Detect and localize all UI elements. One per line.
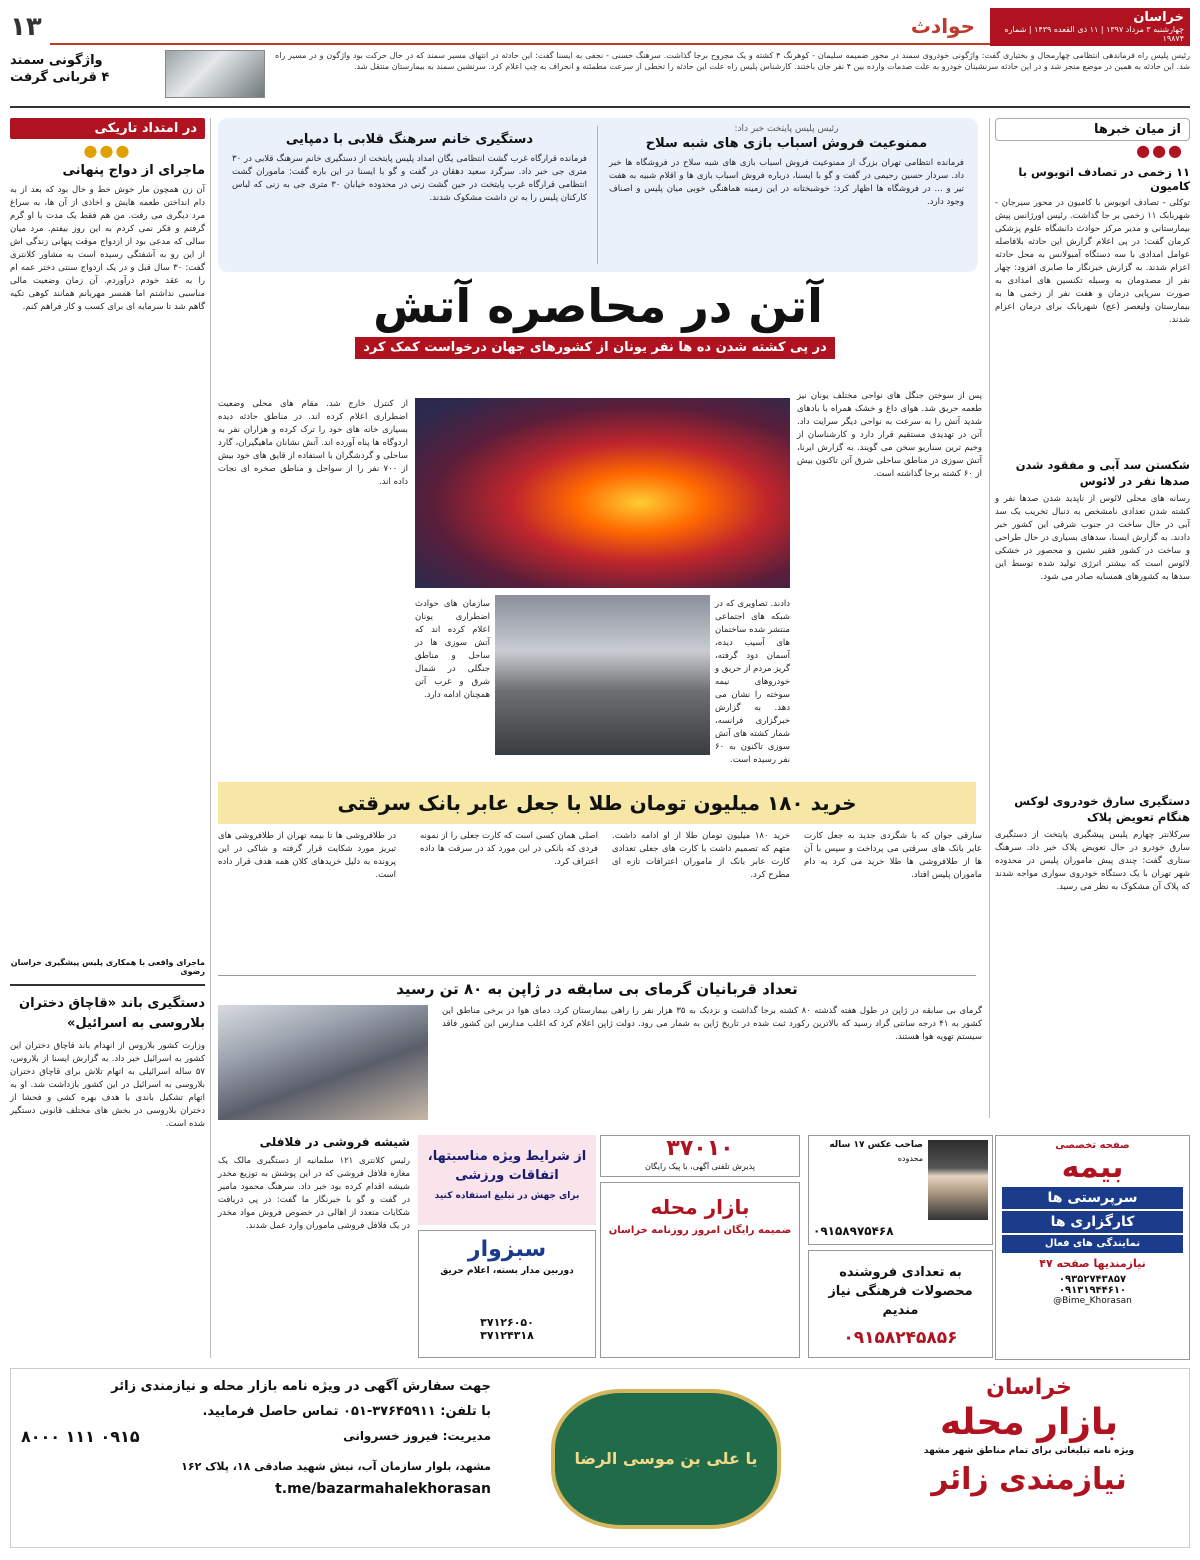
photo-caption: سازمان های حوادث اضطراری یونان اعلام کرده اند که آتش سوزی ها در ساحل و مناطق جنگلی در شمال شرق و غرب آتن همچنان ادامه دارد. [415,599,490,700]
banner-logo-desc: ویژه نامه تبلیغاتی برای تمام مناطق شهر مشهد [923,1446,1135,1456]
story-title[interactable]: دستگیری خانم سرهنگ قلابی با دمپایی [285,132,534,147]
lead-text-right: پس از سوختن جنگل های نواحی مختلف یونان نیز طعمه حریق شد. هوای داغ و خشک همراه با بادهای شدید آتش را به سرعت به نواحی دیگر سرایت داد. آتن در تهدیدی مستقیم قرار دارد و کارشناسان از وخیم ترین سناریو سخن می گویند. به گزارش ایرنا، آتش سوزی در مناطق ساحلی شرق آتن تاکنون بیش از ۶۰ کشته برجا گذاشته است. [797,391,982,479]
story-text: سرکلانتر چهارم پلیس پیشگیری پایتخت از دستگیری سارق خودرو در حال تعویض پلاک خبر داد. سرهنگ ستاری گفت: چندی پیش ماموران پلیس در محدوده شهر تهران با یک دستگاه خودروی سواری مواجه شدند که پلاک آن مشکوک به نظر می رسید. [995,830,1190,892]
ad-sub: برای جهش در تبلیغ استفاده کنید [434,1191,580,1201]
box-divider [597,126,598,264]
right-column [995,118,1190,1249]
story-title[interactable]: شکستن سد آبی و مفقود شدن صدها نفر در لائوس [1015,458,1190,488]
banner-info-manager: مدیریت: فیروز خسروانی [343,1429,491,1443]
ad-phone[interactable]: ۰۹۱۳۱۹۴۴۶۱۰ [1058,1285,1127,1296]
fire-photo [415,398,790,588]
column-header: از میان خبرها [995,118,1190,141]
top-brief [10,50,1190,106]
ad-phone[interactable]: ۰۹۳۵۲۷۴۳۸۵۷ [1058,1274,1127,1285]
ad-big: بیمه [1061,1150,1124,1185]
smoke-road-photo [495,595,710,755]
story-title[interactable]: ۱۱ زخمی در تصادف اتوبوس با کامیون [1018,165,1190,193]
story-sign: ماجرای واقعی با همکاری پلیس پیشگیری خراسان رضوی [10,958,205,976]
story-title[interactable]: تعداد قربانیان گرمای بی سابقه در ژاپن به ۸۰ تن رسید [396,980,798,998]
lead-title[interactable]: آتن در محاصره آتش [373,279,823,333]
story-title[interactable]: دستگیری باند «قاچاق دختران بلاروسی به اسرائیل» [18,996,205,1031]
ad-instagram[interactable]: @Bime_Khorasan [1053,1296,1132,1306]
left-column [10,118,205,1360]
ad-line: کارگزاری ها [1002,1211,1183,1233]
header-dots: ●●● [83,141,132,160]
date-line: چهارشنبه ۳ مرداد ۱۳۹۷ | ۱۱ ذی القعده ۱۴۳۹ | شماره ۱۹۸۷۴ [1004,25,1184,43]
special-offer-ad[interactable] [418,1135,596,1225]
story-text: رئیس کلانتری ۱۲۱ سلمانیه از دستگیری مالک یک مغازه فلافل فروشی که در این پوشش به توزیع مخدر شیشه اقدام کرده بود خبر داد. سرهنگ محمود مامیر در گفت و گو با خبرنگار ما گفت: در پی دریافت شکایات متعدد از اهالی در خصوص فروش مواد مخدر در یک فلافل فروشی ماموران وارد عمل شدند. [218,1156,410,1231]
insurance-ad[interactable] [995,1135,1190,1360]
story-text: اصلی همان کسی است که کارت جعلی را از نمونه فردی که بانکی در این مورد کد در سرقت ها داده اعتراف کرد. [420,831,598,867]
story-text: وزارت کشور بلاروس از انهدام باند قاچاق دختران این کشور به اسرائیل خبر داد. به گزارش ایسنا از بلاروس، ۵۷ ساله اسرائیلی به اتهام تلاش برای قاچاق دختران بلاروسی به اسرائیل در این کشور بازداشت شد. او به اتهام تشکیل باندی با هدف بهره کشی و فحشا از دختران بلاروسی در بخش های مختلف قانونی دستگیر شده است. [10,1041,205,1129]
ad-line: سرپرستی ها [1002,1187,1183,1209]
banner-logo-top: خراسان [986,1375,1072,1400]
banner-info-mobile[interactable]: ۰۹۱۵ ۱۱۱ ۸۰۰۰ [21,1427,140,1446]
story-title[interactable]: ممنوعیت فروش اسباب بازی های شبه سلاح [645,136,928,151]
lead-text-left: از کنترل خارج شد. مقام های محلی وضعیت اضطراری اعلام کرده اند. در مناطق حادثه دیده بسیاری خانه های خود را ترک کرده و هزاران نفر به اردوگاه ها پناه آورده اند. آتش نشانان ماهیگیران، گارد ساحلی و گردشگران با استفاده از قایق های خود بیش از ۷۰۰ نفر را از سواحل و مناطق صخره ای نجات داده اند. [218,399,408,487]
story-title[interactable]: دستگیری سارق خودروی لوکس هنگام تعویض پلاک [1014,794,1190,824]
banner-logo-bottom: نیازمندی زائر [931,1462,1127,1497]
japan-heat-photo [218,1005,428,1120]
ad-sub: ضمیمه رایگان امروز روزنامه خراسان [608,1225,792,1236]
paper-badge [990,8,1190,46]
divider [10,984,205,986]
brief-story-left [232,124,587,258]
ad-page: نیازمندیها صفحه ۴۷ [1039,1257,1146,1270]
header-dots: ●●● [1136,141,1184,160]
paper-name: خراسان [1133,10,1184,25]
calligraphy-text: یا علی بن موسی الرضا [574,1449,758,1468]
story-text: سارقی جوان که با شگردی جدید به جعل کارت عابر بانک های سرقتی می پرداخت و سپس با آن ها از طلافروشی ها طلا خرید می کرد به دام ماموران پلیس افتاد. [804,831,982,880]
story-kicker: رئیس پلیس پایتخت خبر داد: [734,124,839,134]
ad-title: صفحه تخصصی [1055,1140,1130,1151]
story-text: رسانه های محلی لائوس از ناپدید شدن صدها نفر و کشته شدن تعدادی نامشخص به دنبال تخریب یک سد آبی در حال ساخت در جنوب شرقی این کشور خبر دادند. به گزارش ایسنا، سدهای بسیاری در حال طراحی و ساخت در کشور فقیر نشین و محصور در خشکی لائوس است که بیشتر انرژی تولید شده توسط این سدها به کشورهای همسایه صادر می شود. [995,494,1190,582]
ad-line: نمایندگی های فعال [1002,1235,1183,1253]
masthead-divider [50,43,990,45]
sales-ad[interactable] [808,1250,993,1358]
ad-text: محدوده [897,1154,923,1163]
calligraphy-plate [551,1389,781,1529]
bottom-banner[interactable] [10,1368,1190,1548]
banner-logo-main: بازار محله [939,1402,1119,1443]
ad-sub: پذیرش تلفنی آگهی، با پیک رایگان [644,1162,756,1171]
missing-person-ad[interactable] [808,1135,993,1245]
top-brief-text: رئیس پلیس راه فرماندهی انتظامی چهارمحال و بختیاری گفت: واژگونی خودروی سمند در محور ضمیمه سلیمان - کوهرنگ ۴ کشته و یک مجروح برجا گذاشت. سرهنگ حسنی - نجفی به ایسنا گفت: این حادثه در انتهای مسیر سمند که در حال حرکت بود واژگون و در مسیر راه شد. این حادثه به همین در موضع منجر شد و در این حادثه سرنشینان خودرو به علت صدمات وارده بین ۴ نفر جان باختند. کارشناس پلیس راه علت این حادثه را تخطی از سرعت مطمئنه و انحراف به چپ اعلام کرد. سرنشین سمند به بیمارستان منتقل شد. [275,51,1190,71]
phone-ad[interactable] [600,1135,800,1177]
story-text: توکلی - تصادف اتوبوس با کامیون در محور سیرجان - شهربابک ۱۱ زخمی بر جا گذاشت. رئیس اورژانس پیش بیمارستانی و مدیر مرکز حوادث دانشگاه علوم پزشکی کرمان گفت: در پی اعلام گزارش این حادثه بلافاصله عوامل امدادی با سه دستگاه آمبولانس به محل حادثه اعزام شدند. به گزارش خبرنگار ما صابری افزود: چهار نفر از مصدومان به وسیله تکنسین های امدادی به صورت سرپایی درمان و هفت نفر از زخمی ها به بیمارستان ولیعصر (عج) شهربابک برای درمان اعزام شدند. [995,198,1190,325]
ad-phone[interactable]: ۰۹۱۵۸۹۷۵۴۶۸ [813,1224,894,1238]
masthead [10,8,1190,46]
ad-title: به تعدادی فروشنده محصولات فرهنگی نیاز مندیم [828,1265,973,1318]
column-divider [989,118,990,1118]
divider [10,106,1190,108]
banner-info [21,1379,491,1539]
story-text: در طلافروشی ها تا بیمه تهران از طلافروشی های تبریز مورد شکایت قرار گرفته و شاکی در این پرونده به دلیل خریدهای کلان همه هدف قرار داده است. [218,831,396,880]
section-name: حوادث [910,14,975,38]
crashed-car-photo [165,50,265,98]
ad-sub: دوربین مدار بسته، اعلام حریق [440,1266,574,1276]
story-title[interactable]: ماجرای از دواج پنهانی [62,163,205,178]
banner-info-address: مشهد، بلوار سازمان آب، نبش شهید صادقی ۱۸، پلاک ۱۶۲ [181,1460,491,1473]
ad-title: از شرایط ویژه مناسبتها، اتفاقات ورزشی [427,1149,587,1183]
sabzevar-ad[interactable] [418,1230,596,1358]
story-text: خرید ۱۸۰ میلیون تومان طلا از او ادامه داشت. متهم که تصمیم داشت با کارت های جعلی تعدادی کارت عابر بانک از ماموران اعترافات تازه ای مطرح کرد. [612,831,790,880]
brief-box [218,118,978,272]
person-photo [928,1140,988,1220]
ad-logo: سبزوار [467,1237,547,1262]
story-text: گرمای بی سابقه در ژاپن در طول هفته گذشته ۸۰ کشته برجا گذاشت و نزدیک به ۳۵ هزار نفر را راهی بیمارستان کرد. دمای هوا در برخی مناطق این کشور به ۴۱ درجه سانتی گراد رسید که بالاترین رکورد ثبت شده در تاریخ ژاپن به شمار می رود. دولت ژاپن اعلام کرد که اغلب مدارس این کشور فاقد سیستم تهویه هوا هستند. [442,1006,983,1042]
banner-info-phone[interactable]: با تلفن: ۳۷۶۴۵۹۱۱-۰۵۱ تماس حاصل فرمایید. [202,1404,491,1419]
story-text: آن زن همچون مار خوش خط و خال بود که بعد از به دام انداختن طعمه هایش و اخاذی از آن ها، به سراغ مرد دیگری می رفت. من هم فقط یک مدت با او گرم گرفتم و فکر نمی کردم به این روز بیفتم. مرد میان سالی که مدعی بود از ازدواج موقت پنهانی زندگی اش از این رو به آشفتگی رسیده است به مشاور کلانتری گفت: ۳۰ سال قبل و در یک ازدواج سنتی دختر عمه ام را به عقد خودم درآوردم. آن زمان وضعیت مالی مناسبی نداشتم اما همسر مهربانم همانند کوهی تکیه گاهم شد تا سرمایه ای برای کسب و کار فراهم کنم. [10,185,205,312]
gold-story-banner [218,782,976,824]
banner-logo [879,1375,1179,1543]
banner-info-title: جهت سفارش آگهی در ویژه نامه بازار محله و نیازمندی زائر [111,1379,491,1394]
story-title[interactable]: خرید ۱۸۰ میلیون تومان طلا با جعل عابر بانک سرقتی [337,791,857,815]
story-text: فرمانده قرارگاه غرب گشت انتظامی یگان امداد پلیس پایتخت از دستگیری خانم سرهنگ قلابی در ۳۰ متری جی خبر داد. سرگرد سعید دهقان در گفت و گو با ایسنا در این باره گفت: ماموران گشت انتظامی قرارگاه غرب پایتخت در حین گشت زنی در محدوده خیابان ۳۰ متری جی به زنی که لباس کارکنان پلیس را به تن داشت مشکوک شدند. [232,154,587,203]
ad-phone[interactable]: ۳۷۱۲۶۰۵۰ [480,1316,534,1329]
top-brief-title-2: ۴ قربانی گرفت [10,70,110,85]
banner-telegram[interactable]: t.me/bazarmahalekhorasan [275,1481,491,1497]
top-brief-title-1: واژگونی سمند [10,53,103,68]
column-divider [210,118,211,1358]
ad-logo: بازار محله [650,1195,750,1219]
lead-text-mid: دادند. تصاویری که در شبکه های اجتماعی منتشر شده ساختمان های آسیب دیده، آسمان دود گرفته، گریز مردم از حریق و خودروهای نیمه سوخته را نشان می دهد. به گزارش خبرگزاری فرانسه، شمار کشته های آتش سوزی تاکنون به ۶۰ نفر رسیده است. [715,599,790,765]
top-brief-headline[interactable] [10,52,160,86]
ad-number: ۳۷۰۱۰ [666,1136,734,1161]
divider [218,975,976,976]
story-text: فرمانده انتظامی تهران بزرگ از ممنوعیت فروش اسباب بازی های شبه سلاح در فروشگاه ها خبر داد. سردار حسین رحیمی در گفت و گو با ایسنا، درباره فروش اسباب بازی ها و اقلام شبیه به هفت تیر و ... در فروشگاه ها اظهار کرد: خوشبختانه در این زمینه هماهنگی خوبی میان پلیس و اصناف وجود دارد. [609,158,964,207]
page-number: ۱۳ [10,12,42,42]
brief-story-right [609,124,964,262]
bazaar-ad[interactable] [600,1182,800,1358]
ad-phone[interactable]: ۳۷۱۲۴۳۱۸ [480,1329,534,1342]
column-header: در امتداد تاریکی [10,118,205,139]
ad-title: صاحب عکس ۱۷ ساله [829,1140,923,1150]
ad-phone[interactable]: ۰۹۱۵۸۲۴۵۸۵۶ [843,1328,958,1348]
lead-subtitle: در پی کشته شدن ده ها نفر یونان از کشورهای جهان درخواست کمک کرد [355,337,835,359]
story-title[interactable]: شیشه فروشی در فلافلی [259,1135,410,1149]
